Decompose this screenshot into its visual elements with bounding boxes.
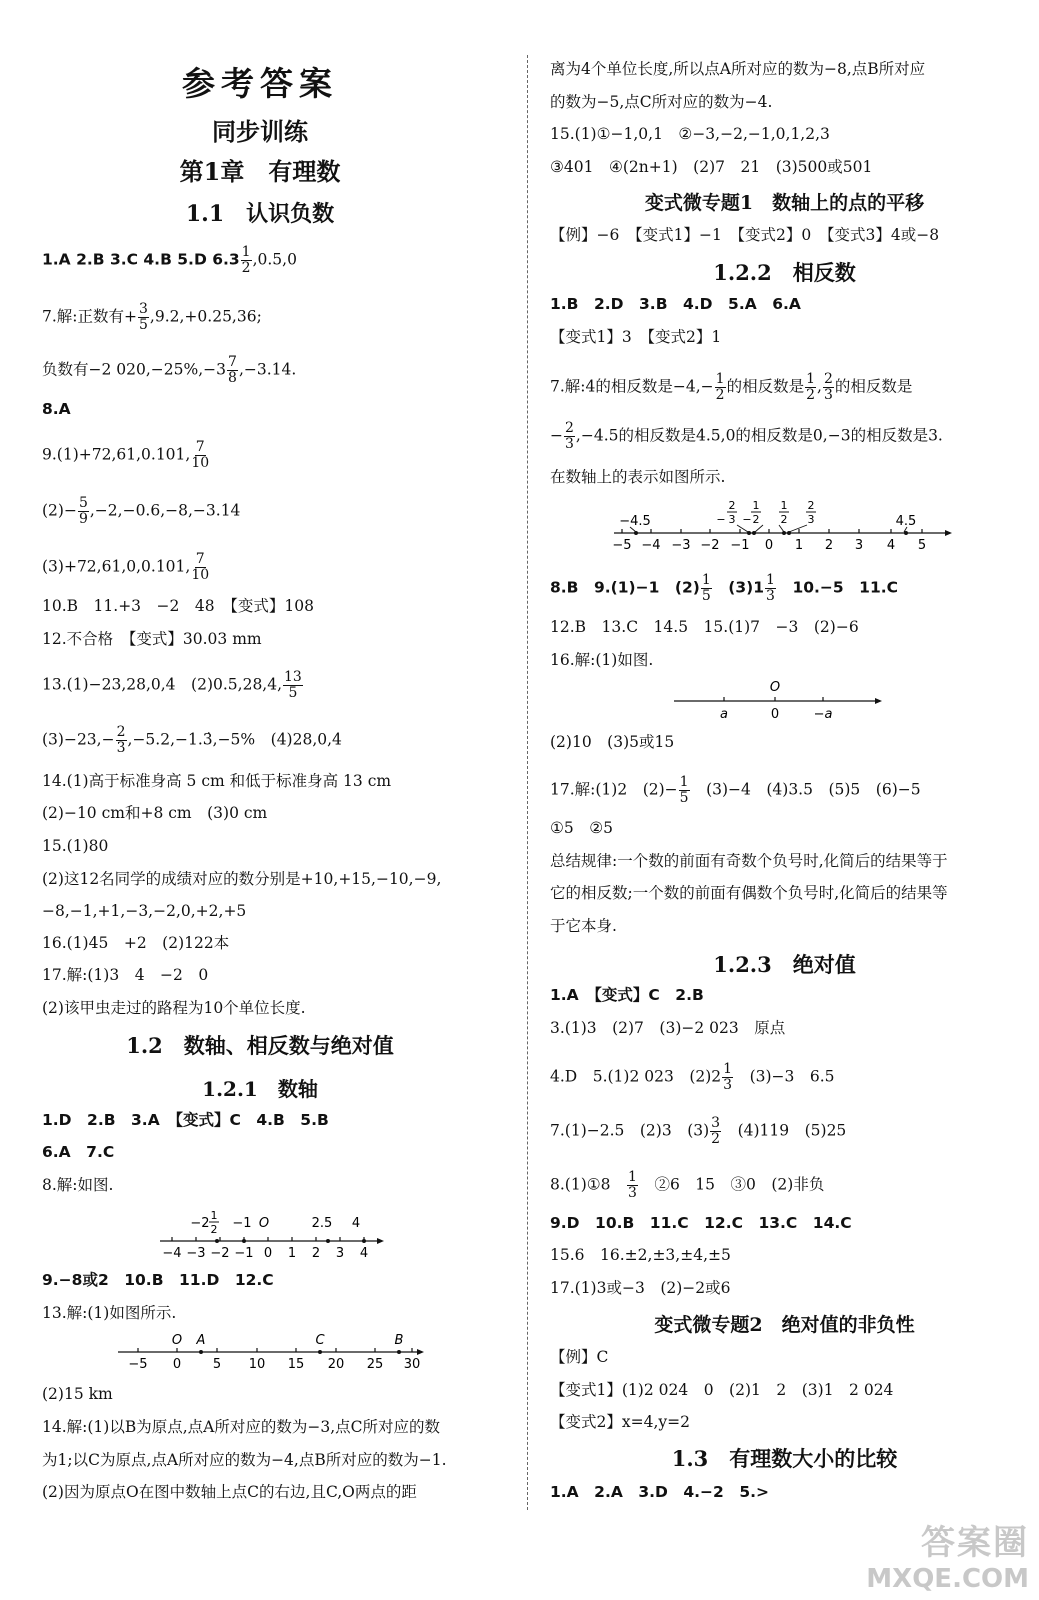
answer-line: (2)该甲虫走过的路程为10个单位长度. bbox=[42, 999, 306, 1017]
fraction: $\frac{1}{5}$ bbox=[701, 572, 711, 604]
topic-2-title: 变式微专题2 绝对值的非负性 bbox=[654, 1314, 915, 1336]
answer-line: 3.(1)3 (2)7 (3)−2 023 原点 bbox=[550, 1019, 786, 1037]
answer-line: (2)因为原点O在图中数轴上点C的右边,且C,O两点的距 bbox=[42, 1483, 417, 1501]
tick-label: 25 bbox=[366, 1357, 384, 1372]
tick-label: 0 bbox=[764, 538, 774, 553]
watermark-url: MXQE.COM bbox=[866, 1564, 1029, 1594]
point-label: −2 bbox=[190, 1216, 210, 1231]
tick-label: −1 bbox=[234, 1246, 254, 1261]
answer-line: (2)10 (3)5或15 bbox=[550, 733, 675, 751]
answer-line: 9.D 10.B 11.C 12.C 13.C 14.C bbox=[550, 1214, 852, 1232]
answer-line: ①5 ②5 bbox=[550, 819, 614, 837]
point-label: 1 bbox=[780, 499, 788, 512]
answer-line: 15.(1)①−1,0,1 ②−3,−2,−1,0,1,2,3 bbox=[550, 125, 830, 143]
answer-line: 总结规律:一个数的前面有奇数个负号时,化简后的结果等于 bbox=[550, 852, 948, 870]
answer-line: 14.解:(1)以B为原点,点A所对应的数为−3,点C所对应的数 bbox=[42, 1418, 440, 1436]
answer-line: (2)这12名同学的成绩对应的数分别是+10,+15,−10,−9, bbox=[42, 870, 442, 888]
fraction: $\frac{1}{3}$ bbox=[628, 1169, 637, 1201]
answer-line: 负数有−2 020,−25%,−3 $\frac{7}{8}$ ,−3.14. bbox=[42, 354, 297, 386]
tick-label: 5 bbox=[917, 538, 927, 553]
answer-line: 离为4个单位长度,所以点A所对应的数为−8,点B所对应 bbox=[550, 60, 926, 78]
tick-label: −5 bbox=[612, 538, 632, 553]
answer-line: 1.A 2.A 3.D 4.−2 5.> bbox=[550, 1483, 769, 1501]
answer-line: 【变式1】3 【变式2】1 bbox=[550, 328, 722, 346]
point-label: −a bbox=[813, 707, 833, 721]
answer-line: 8.A bbox=[42, 400, 71, 418]
watermark-logo: 答案圈 bbox=[921, 1523, 1029, 1563]
point-label: C bbox=[315, 1333, 325, 1348]
answer-line: 17.(1)3或−3 (2)−2或6 bbox=[550, 1279, 731, 1297]
answer-line: (2)−10 cm和+8 cm (3)0 cm bbox=[42, 804, 268, 822]
chapter-title: 第1章 有理数 bbox=[179, 157, 341, 186]
fraction: $\frac{7}{10}$ bbox=[191, 551, 210, 583]
tick-label: 0 bbox=[172, 1357, 182, 1372]
answer-line: 12.B 13.C 14.5 15.(1)7 −3 (2)−6 bbox=[550, 618, 859, 636]
answer-line: 1.D 2.B 3.A 【变式】C 4.B 5.B bbox=[42, 1111, 329, 1129]
fraction: $\frac{1}{2}$ bbox=[806, 371, 815, 403]
point-label: O bbox=[258, 1216, 270, 1231]
point-label: 2.5 bbox=[311, 1216, 333, 1231]
point-label: 2 bbox=[780, 513, 788, 526]
tick-label: −2 bbox=[210, 1246, 230, 1261]
point-label: a bbox=[720, 707, 728, 721]
watermark bbox=[866, 1515, 1029, 1594]
answer-line: 它的相反数;一个数的前面有偶数个负号时,化简后的结果等 bbox=[550, 884, 948, 902]
point-label: −4.5 bbox=[619, 514, 651, 529]
answer-line: 12.不合格 【变式】30.03 mm bbox=[42, 630, 262, 648]
answer-line: 4.D 5.(1)2 023 (2)2 $\frac{1}{3}$ (3)−3 6.5 bbox=[550, 1061, 835, 1093]
point-label: −1 bbox=[232, 1216, 252, 1231]
fraction: $\frac{1}{5}$ bbox=[679, 774, 689, 806]
answer-line: (2)− $\frac{5}{9}$ ,−2,−0.6,−8,−3.14 bbox=[42, 495, 241, 527]
answer-line: 7.解:4的相反数是−4,− $\frac{1}{2}$ 的相反数是 $\frac{1}{2}$ , $\frac{2}{3}$ 的相反数是 bbox=[550, 371, 913, 403]
answer-line: 1.A 【变式】C 2.B bbox=[550, 986, 704, 1004]
point-label: 2 bbox=[752, 513, 760, 526]
fraction: $\frac{1}{3}$ bbox=[766, 572, 775, 604]
answer-line: 6.A 7.C bbox=[42, 1143, 115, 1161]
point-label: O bbox=[171, 1333, 183, 1348]
answer-line: 13.(1)−23,28,0,4 (2)0.5,28,4, $\frac{13}{5}$ bbox=[42, 669, 302, 701]
right-column bbox=[530, 0, 1039, 1600]
answer-line: 【例】C bbox=[550, 1348, 609, 1366]
tick-label: 4 bbox=[359, 1246, 369, 1261]
fraction: $\frac{5}{9}$ bbox=[78, 495, 88, 527]
answer-line: 16.解:(1)如图. bbox=[550, 651, 654, 669]
point-label: 1 bbox=[210, 1209, 218, 1222]
point-label: A bbox=[196, 1333, 206, 1348]
answer-line: 于它本身. bbox=[550, 917, 617, 935]
section-1-2-2-title: 1.2.2 相反数 bbox=[713, 260, 856, 285]
point-label: − bbox=[716, 513, 726, 526]
tick-label: 30 bbox=[403, 1357, 421, 1372]
tick-label: 2 bbox=[824, 538, 834, 553]
answer-line: −8,−1,+1,−3,−2,0,+2,+5 bbox=[42, 902, 247, 920]
answer-line: 9.−8或2 10.B 11.D 12.C bbox=[42, 1271, 274, 1289]
answer-line: 17.解:(1)2 (2)− $\frac{1}{5}$ (3)−4 (4)3.5 (5)5 (6)−5 bbox=[550, 774, 921, 806]
tick-label: 3 bbox=[335, 1246, 345, 1261]
tick-label: 1 bbox=[794, 538, 804, 553]
tick-label: −2 bbox=[700, 538, 720, 553]
answer-line: 在数轴上的表示如图所示. bbox=[550, 468, 726, 486]
number-line-2 bbox=[110, 1330, 430, 1372]
answer-line: 8.B 9.(1)−1 (2) $\frac{1}{5}$ (3)1 $\frac{1}{3}$ 10.−5 11.C bbox=[550, 572, 899, 604]
tick-label: 15 bbox=[287, 1357, 305, 1372]
answer-line: (2)15 km bbox=[42, 1385, 113, 1403]
answer-line: 15.(1)80 bbox=[42, 837, 109, 855]
point-label: 4 bbox=[351, 1216, 361, 1231]
answer-line: 7.解:正数有+ $\frac{3}{5}$ ,9.2,+0.25,36; bbox=[42, 301, 262, 333]
answer-line: 【例】−6 【变式1】−1 【变式2】0 【变式3】4或−8 bbox=[550, 226, 940, 244]
fraction: $\frac{3}{2}$ bbox=[711, 1115, 721, 1147]
tick-label: 2 bbox=[311, 1246, 321, 1261]
answer-line: 10.B 11.+3 −2 48 【变式】108 bbox=[42, 597, 314, 615]
fraction: $\frac{13}{5}$ bbox=[284, 669, 302, 701]
tick-label: 1 bbox=[287, 1246, 297, 1261]
answer-line: 9.(1)+72,61,0.101, $\frac{7}{10}$ bbox=[42, 439, 210, 471]
answer-line: 为1;以C为原点,点A所对应的数为−4,点B所对应的数为−1. bbox=[42, 1451, 447, 1469]
section-1-1-title: 1.1 认识负数 bbox=[185, 201, 335, 227]
answer-line: 【变式2】x=4,y=2 bbox=[550, 1413, 690, 1431]
answer-line: 8.(1)①8 $\frac{1}{3}$ ②6 15 ③0 (2)非负 bbox=[550, 1169, 825, 1201]
point-label: 3 bbox=[807, 513, 815, 526]
fraction: $\frac{2}{3}$ bbox=[565, 420, 574, 452]
point-label: 4.5 bbox=[895, 514, 917, 529]
answer-line: (3)+72,61,0,0.101, $\frac{7}{10}$ bbox=[42, 551, 210, 583]
fraction: $\frac{1}{2}$ bbox=[241, 244, 251, 276]
section-1-2-title: 1.2 数轴、相反数与绝对值 bbox=[126, 1033, 394, 1058]
section-1-2-1-title: 1.2.1 数轴 bbox=[202, 1077, 318, 1101]
answer-line: 1.B 2.D 3.B 4.D 5.A 6.A bbox=[550, 295, 801, 313]
fraction: $\frac{3}{5}$ bbox=[139, 301, 148, 333]
tick-label: −3 bbox=[671, 538, 691, 553]
answer-line: 7.(1)−2.5 (2)3 (3) $\frac{3}{2}$ (4)119 (5)25 bbox=[550, 1115, 847, 1147]
answer-line: 17.解:(1)3 4 −2 0 bbox=[42, 966, 209, 984]
topic-1-title: 变式微专题1 数轴上的点的平移 bbox=[644, 192, 925, 214]
subtitle: 同步训练 bbox=[212, 117, 308, 146]
answer-line: 8.解:如图. bbox=[42, 1176, 114, 1194]
number-line-3 bbox=[608, 495, 958, 553]
tick-label: −4 bbox=[162, 1246, 182, 1261]
tick-label: 10 bbox=[248, 1357, 266, 1372]
tick-label: −1 bbox=[730, 538, 750, 553]
fraction: $\frac{1}{2}$ bbox=[715, 371, 725, 403]
fraction: $\frac{1}{3}$ bbox=[723, 1061, 733, 1093]
tick-label: 4 bbox=[886, 538, 896, 553]
point-label: 2 bbox=[807, 499, 815, 512]
fraction: $\frac{2}{3}$ bbox=[823, 371, 833, 403]
answer-line: 1.A 2.B 3.C 4.B 5.D 6.3 $\frac{1}{2}$ ,0.5,0 bbox=[42, 244, 297, 276]
point-label: B bbox=[394, 1333, 404, 1348]
answer-line: (3)−23,− $\frac{2}{3}$ ,−5.2,−1.3̇,−5% (4)28,0,4 bbox=[42, 724, 342, 756]
tick-label: 0 bbox=[263, 1246, 273, 1261]
point-label: − bbox=[742, 513, 752, 526]
point-label: 2 bbox=[728, 499, 736, 512]
point-label: 2 bbox=[210, 1223, 218, 1236]
tick-label: −4 bbox=[641, 538, 661, 553]
answer-line: ③401 ④(2n+1) (2)7 21 (3)500或501 bbox=[550, 158, 873, 176]
point-label: 0 bbox=[770, 707, 780, 721]
answer-line: 的数为−5,点C所对应的数为−4. bbox=[550, 93, 773, 111]
answer-line: 【变式1】(1)2 024 0 (2)1 2 (3)1 2 024 bbox=[550, 1381, 894, 1399]
fraction: $\frac{2}{3}$ bbox=[116, 724, 126, 756]
section-1-2-3-title: 1.2.3 绝对值 bbox=[713, 952, 856, 977]
column-divider bbox=[527, 55, 529, 1510]
tick-label: −5 bbox=[128, 1357, 148, 1372]
answer-line: 16.(1)45 +2 (2)122本 bbox=[42, 934, 230, 952]
number-line-1 bbox=[150, 1205, 390, 1263]
number-line-4 bbox=[670, 676, 890, 721]
tick-label: 20 bbox=[327, 1357, 345, 1372]
tick-label: 5 bbox=[212, 1357, 222, 1372]
answer-line: 13.解:(1)如图所示. bbox=[42, 1304, 177, 1322]
page-title: 参考答案 bbox=[182, 64, 338, 103]
fraction: $\frac{7}{8}$ bbox=[228, 354, 237, 386]
point-label: 1 bbox=[752, 499, 760, 512]
point-label: O bbox=[769, 680, 781, 695]
answer-line: − $\frac{2}{3}$ ,−4.5的相反数是4.5,0的相反数是0,−3的相反数是3. bbox=[550, 420, 943, 452]
tick-label: 3 bbox=[854, 538, 864, 553]
point-label: 3 bbox=[728, 513, 736, 526]
fraction: $\frac{7}{10}$ bbox=[191, 439, 210, 471]
tick-label: −3 bbox=[186, 1246, 206, 1261]
section-1-3-title: 1.3 有理数大小的比较 bbox=[671, 1446, 898, 1471]
answer-line: 14.(1)高于标准身高 5 cm 和低于标准身高 13 cm bbox=[42, 772, 392, 790]
answer-line: 15.6 16.±2,±3,±4,±5 bbox=[550, 1246, 731, 1264]
